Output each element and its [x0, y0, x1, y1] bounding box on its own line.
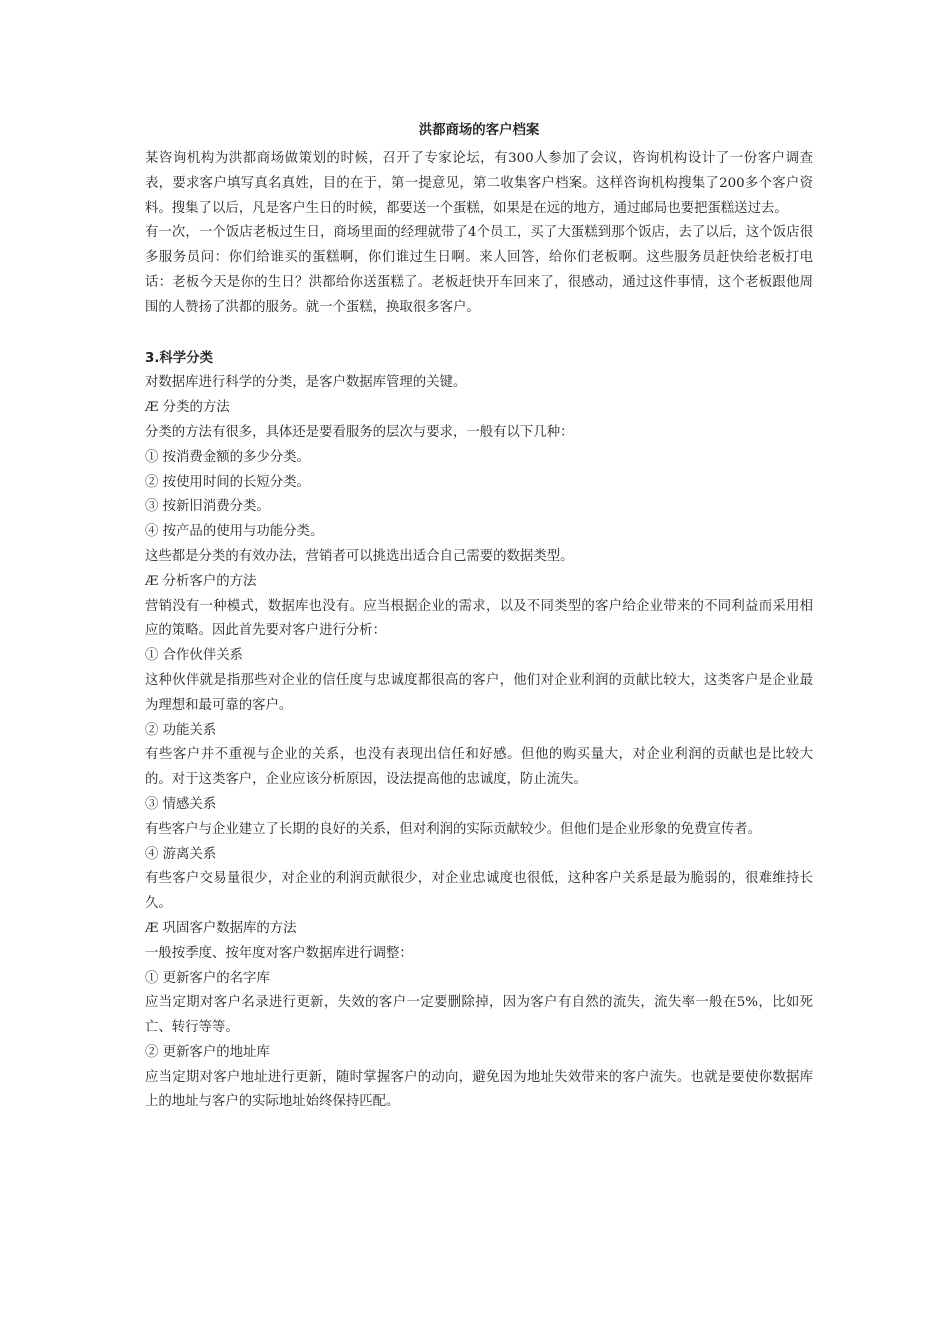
section-line: 应当定期对客户地址进行更新，随时掌握客户的动向，避免因为地址失效带来的客户流失。也就是要使你数据库上的地址与客户的实际地址始终保持匹配。: [145, 1069, 813, 1110]
intro-paragraph-1: 某咨询机构为洪都商场做策划的时候，召开了专家论坛，有300人参加了会议，咨询机构设计了一份客户调查表，要求客户填写真名真姓，目的在于，第一提意见，第二收集客户档案。这样咨询机构搜集了200多个客户资料。搜集了以后，凡是客户生日的时候，都要送一个蛋糕，如果是在远的地方，通过邮局也要把蛋糕送过去。: [145, 151, 813, 216]
section-heading: 3.科学分类: [145, 350, 213, 366]
section-line: 分类的方法有很多，具体还是要看服务的层次与要求，一般有以下几种：: [145, 424, 574, 440]
list-item: ④ 游离关系: [145, 846, 217, 862]
list-item: ④ 按产品的使用与功能分类。: [145, 524, 324, 540]
list-item: ③ 情感关系: [145, 796, 217, 812]
section-line: 有些客户并不重视与企业的关系，也没有表现出信任和好感。但他的购买量大，对企业利润的贡献也是比较大的。对于这类客户，企业应该分析原因，设法提高他的忠诚度，防止流失。: [145, 747, 813, 788]
subsection-heading-analysis: Æ 分析客户的方法: [145, 573, 257, 589]
subsection-heading-consolidation: Æ 巩固客户数据库的方法: [145, 920, 297, 936]
section-line: 有些客户交易量很少，对企业的利润贡献很少，对企业忠诚度也很低，这种客户关系是最为脆弱的，很难维持长久。: [145, 871, 813, 912]
section-line: 一般按季度、按年度对客户数据库进行调整：: [145, 945, 413, 961]
list-item: ② 按使用时间的长短分类。: [145, 474, 310, 490]
list-item: ① 更新客户的名字库: [145, 970, 270, 986]
list-item: ② 功能关系: [145, 722, 217, 738]
subsection-heading-classification: Æ 分类的方法: [145, 400, 230, 416]
document-title: 洪都商场的客户档案: [418, 123, 540, 138]
section-line: 这种伙伴就是指那些对企业的信任度与忠诚度都很高的客户，他们对企业利润的贡献比较大，这类客户是企业最为理想和最可靠的客户。: [145, 672, 813, 713]
intro-paragraph-2: 有一次，一个饭店老板过生日，商场里面的经理就带了4个员工，买了大蛋糕到那个饭店，去了以后，这个饭店很多服务员问：你们给谁买的蛋糕啊，你们谁过生日啊。来人回答，给你们老板啊。这些服务员赶快给老板打电话：老板今天是你的生日？洪都给你送蛋糕了。老板赶快开车回来了，很感动，通过这件事情，这个老板跟他周围的人赞扬了洪都的服务。就一个蛋糕，换取很多客户。: [145, 225, 813, 315]
document-page: [145, 118, 813, 1115]
section-line: 应当定期对客户名录进行更新，失效的客户一定要删除掉，因为客户有自然的流失，流失率一般在5%，比如死亡、转行等等。: [145, 995, 813, 1036]
list-item: ① 按消费金额的多少分类。: [145, 449, 310, 465]
section-line: 有些客户与企业建立了长期的良好的关系，但对利润的实际贡献较少。但他们是企业形象的免费宣传者。: [145, 821, 761, 837]
list-item: ③ 按新旧消费分类。: [145, 499, 270, 515]
section-line: 对数据库进行科学的分类，是客户数据库管理的关键。: [145, 375, 467, 391]
section-line: 营销没有一种模式，数据库也没有。应当根据企业的需求，以及不同类型的客户给企业带来的不同利益而采用相应的策略。因此首先要对客户进行分析：: [145, 598, 813, 639]
blank-line: [145, 321, 813, 347]
list-item: ② 更新客户的地址库: [145, 1044, 270, 1060]
section-line: 这些都是分类的有效办法，营销者可以挑选出适合自己需要的数据类型。: [145, 548, 574, 564]
list-item: ① 合作伙伴关系: [145, 648, 243, 664]
